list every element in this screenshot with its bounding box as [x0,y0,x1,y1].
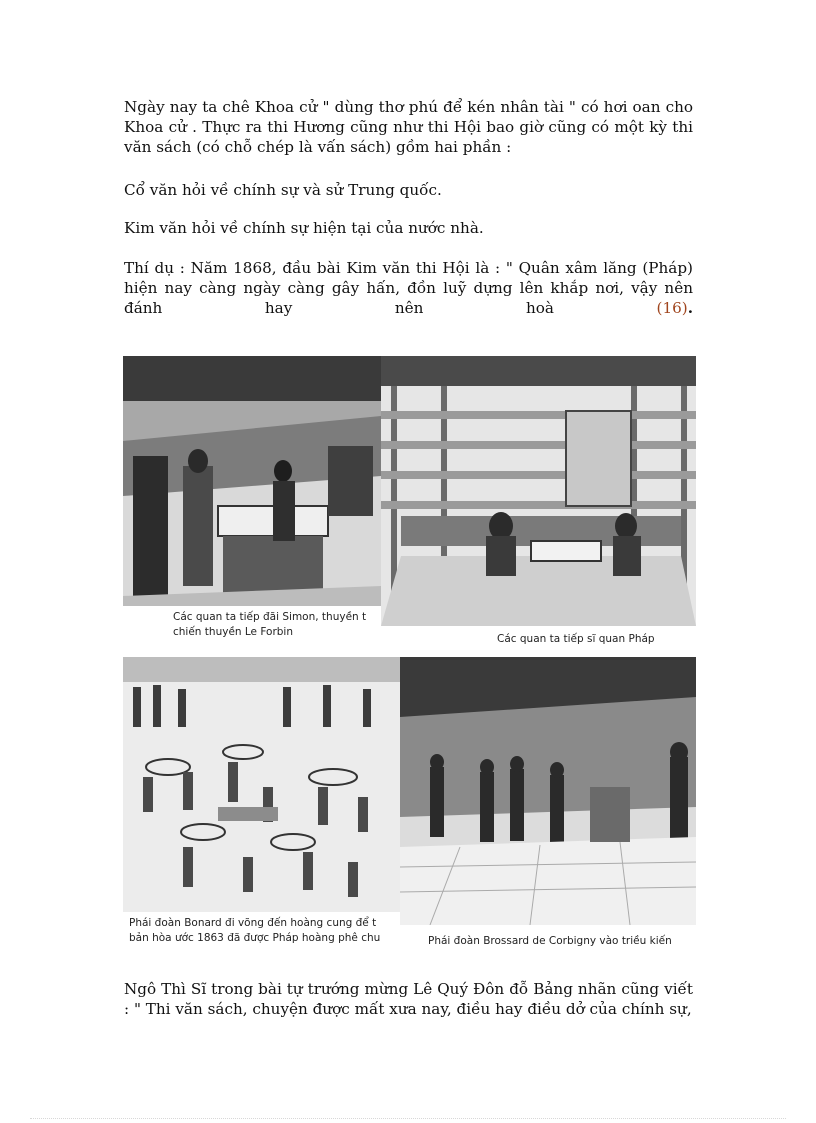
page-bottom-rule [30,1118,786,1119]
engraving-image-3 [123,657,400,912]
paragraph-kim-van: Kim văn hỏi về chính sự hiện tại của nước nhà. [124,219,484,237]
caption-image-4: Phái đoàn Brossard de Corbigny vào triều kiến [428,935,672,947]
caption-image-2: Các quan ta tiếp sĩ quan Pháp [497,633,655,645]
paragraph-example-period: . [687,299,693,317]
caption-image-1-line-1: Các quan ta tiếp đãi Simon, thuyền t [173,611,367,623]
paragraph-co-van: Cổ văn hỏi về chính sự và sử Trung quốc. [124,181,442,199]
engraving-4-drawing [400,657,696,925]
paragraph-example [124,258,693,318]
caption-image-3-line-1: Phái đoàn Bonard đi võng đến hoàng cung để t [129,917,377,929]
caption-image-1-line-2: chiến thuyền Le Forbin [173,626,293,638]
engraving-image-1 [123,356,381,606]
caption-image-3-line-2: bản hòa ước 1863 đã được Pháp hoàng phê chu [129,932,381,944]
engraving-image-2 [381,356,696,626]
paragraph-example-text: Thí dụ : Năm 1868, đầu bài Kim văn thi Hội là : " Quân xâm lăng (Pháp) hiện nay càng ngày càng gây hấn, đồn luỹ dựng lên khắp nơi, vậy nên đánh hay nên hoà [124,259,693,317]
paragraph-ngo-thi-si: Ngô Thì Sĩ trong bài tự trướng mừng Lê Quý Đôn đỗ Bảng nhãn cũng viết : " Thi văn sách, chuyện được mất xưa nay, điều hay điều dở của chính sự, [124,980,693,1018]
footnote-ref-16[interactable]: (16) [656,299,688,317]
caption-image-1 [173,610,381,640]
caption-image-3 [129,916,400,946]
engraving-1-drawing [123,356,381,606]
engraving-image-4 [400,657,696,925]
engraving-2-drawing [381,356,696,626]
paragraph-intro: Ngày nay ta chê Khoa cử " dùng thơ phú để kén nhân tài " có hơi oan cho Khoa cử . Thực ra thi Hương cũng như thi Hội bao giờ cũng có một kỳ thi văn sách (có chỗ chép là vấn sách) gồm hai phần : [124,98,693,156]
engraving-3-drawing [123,657,400,912]
